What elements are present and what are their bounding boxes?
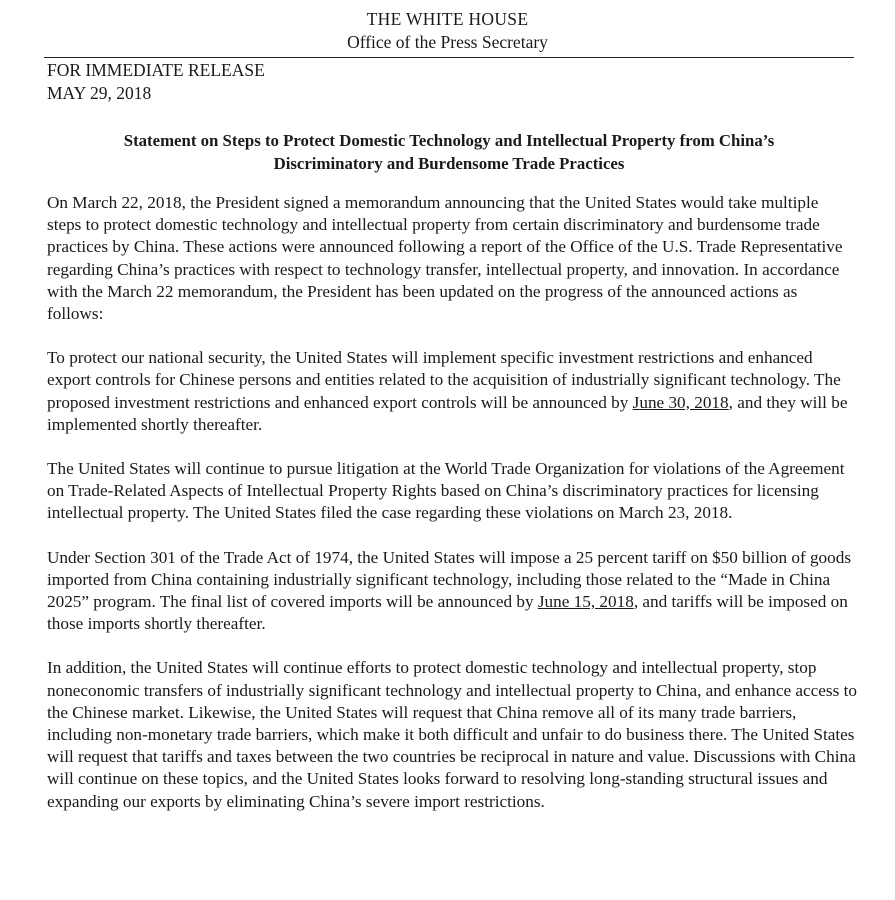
statement-title-line-2: Discriminatory and Burdensome Trade Practices bbox=[273, 154, 625, 173]
release-info bbox=[47, 59, 265, 105]
deadline-june-30: June 30, 2018 bbox=[632, 392, 729, 412]
statement-title bbox=[44, 129, 854, 175]
paragraph-4-text-b: , and tariffs will be imposed on those imports shortly thereafter. bbox=[47, 592, 848, 634]
statement-title-line-1: Statement on Steps to Protect Domestic Technology and Intellectual Property from China’s bbox=[123, 131, 775, 150]
header-divider bbox=[44, 57, 854, 58]
statement-body bbox=[47, 192, 857, 813]
organization-name: THE WHITE HOUSE bbox=[366, 9, 529, 29]
letterhead bbox=[0, 8, 895, 54]
paragraph-2-text-b: , and they will be implemented shortly thereafter. bbox=[47, 392, 848, 434]
paragraph-5: In addition, the United States will continue efforts to protect domestic technology and intellectual property, stop noneconomic transfers of industrially significant technology and intellectual property to China, and enhance access to the Chinese market. Likewise, the United States will request that China remove all of its many trade barriers, including non-monetary trade barriers, which make it both difficult and unfair to do business there. The United States will request that tariffs and taxes between the two countries be reciprocal in nature and value. Discussions with China will continue on these topics, and the United States looks forward to resolving long-standing structural issues and expanding our exports by eliminating China’s severe import restrictions. bbox=[47, 658, 857, 811]
paragraph-4 bbox=[47, 547, 857, 636]
office-name: Office of the Press Secretary bbox=[347, 32, 548, 52]
paragraph-1: On March 22, 2018, the President signed a memorandum announcing that the United States would take multiple steps to protect domestic technology and intellectual property from certain discriminatory and burdensome trade practices by China. These actions were announced following a report of the Office of the U.S. Trade Representative regarding China’s practices with respect to technology transfer, intellectual property, and innovation. In accordance with the March 22 memorandum, the President has been updated on the progress of the announced actions as follows: bbox=[47, 193, 843, 324]
release-date: MAY 29, 2018 bbox=[47, 83, 152, 103]
paragraph-2-text-a: To protect our national security, the United States will implement specific investment restrictions and enhanced export controls for Chinese persons and entities related to the acquisition of industrially significant technology. The proposed investment restrictions and enhanced export controls will be announced by bbox=[47, 348, 841, 412]
deadline-june-15: June 15, 2018 bbox=[537, 592, 634, 612]
release-notice: FOR IMMEDIATE RELEASE bbox=[47, 60, 265, 80]
paragraph-3: The United States will continue to pursue litigation at the World Trade Organization for violations of the Agreement on Trade-Related Aspects of Intellectual Property Rights based on China’s discriminatory practices for licensing intellectual property. The United States filed the case regarding these violations on March 23, 2018. bbox=[47, 459, 845, 523]
paragraph-2 bbox=[47, 347, 857, 436]
paragraph-4-text-a: Under Section 301 of the Trade Act of 1974, the United States will impose a 25 percent tariff on $50 billion of goods imported from China containing industrially significant technology, including those related to the “Made in China 2025” program. The final list of covered imports will be announced by bbox=[47, 547, 852, 612]
